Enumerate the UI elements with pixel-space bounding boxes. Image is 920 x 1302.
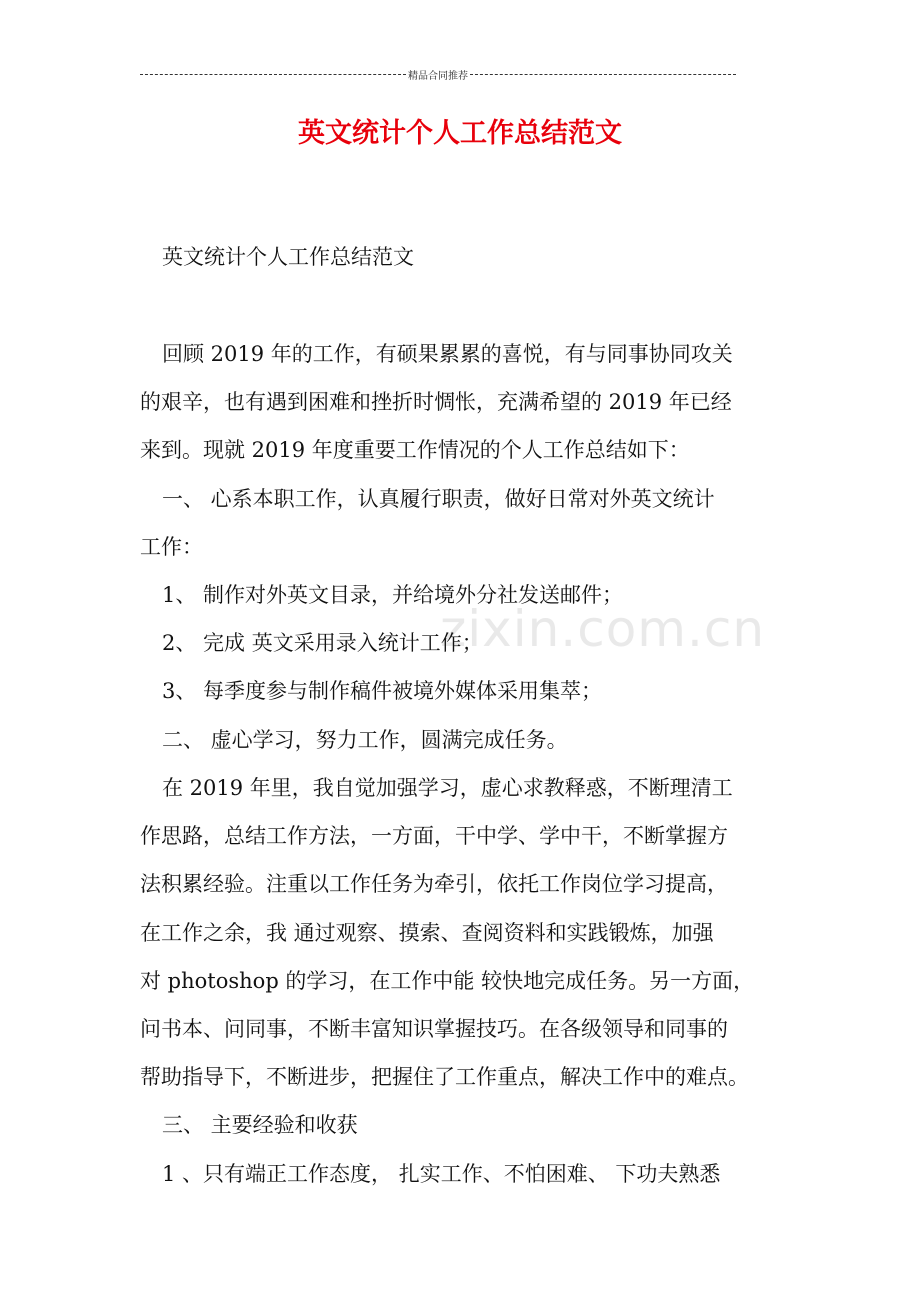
paragraph-line: 的艰辛，也有遇到困难和挫折时惆怅，充满希望的 2019 年已经 xyxy=(140,390,732,414)
document-title: 英文统计个人工作总结范文 xyxy=(298,118,622,149)
list-item: 1、 制作对外英文目录，并给境外分社发送邮件； xyxy=(162,583,624,607)
header-rule xyxy=(140,64,736,84)
section-heading-2: 二、 虚心学习，努力工作，圆满完成任务。 xyxy=(162,728,568,752)
paragraph-line: 帮助指导下，不断进步，把握住了工作重点，解决工作中的难点。 xyxy=(140,1065,749,1089)
paragraph-line: 工作： xyxy=(140,535,203,559)
list-item: 1 、只有端正工作态度， 扎实工作、不怕困难、 下功夫熟悉 xyxy=(162,1162,721,1186)
paragraph-line: 在 2019 年里，我自觉加强学习，虚心求教释惑，不断理清工 xyxy=(162,776,733,800)
paragraph-line: 作思路，总结工作方法，一方面，干中学、学中干，不断掌握方 xyxy=(140,824,728,848)
section-heading-3: 三、 主要经验和收获 xyxy=(162,1113,358,1137)
paragraph-line: 来到。现就 2019 年度重要工作情况的个人工作总结如下： xyxy=(140,438,690,462)
section-heading-1: 一、 心系本职工作，认真履行职责，做好日常对外英文统计 xyxy=(162,487,715,511)
paragraph-line: 法积累经验。注重以工作任务为牵引，依托工作岗位学习提高， xyxy=(140,872,728,896)
header-label: 精品合同推荐 xyxy=(408,70,468,82)
paragraph-line: 回顾 2019 年的工作，有硕果累累的喜悦，有与同事协同攻关 xyxy=(162,342,733,366)
header-dash-left xyxy=(140,74,406,75)
paragraph-line: 对 photoshop 的学习，在工作中能 较快地完成任务。另一方面， xyxy=(140,969,755,993)
list-item: 3、 每季度参与制作稿件被境外媒体采用集萃； xyxy=(162,679,603,703)
watermark: zixin.com.cn xyxy=(440,600,766,658)
list-item: 2、 完成 英文采用录入统计工作； xyxy=(162,631,483,655)
subtitle-line: 英文统计个人工作总结范文 xyxy=(162,245,414,269)
paragraph-line: 在工作之余，我 通过观察、摸索、查阅资料和实践锻炼，加强 xyxy=(140,921,714,945)
paragraph-line: 问书本、问同事，不断丰富知识掌握技巧。在各级领导和同事的 xyxy=(140,1017,728,1041)
header-dash-right xyxy=(470,74,736,75)
